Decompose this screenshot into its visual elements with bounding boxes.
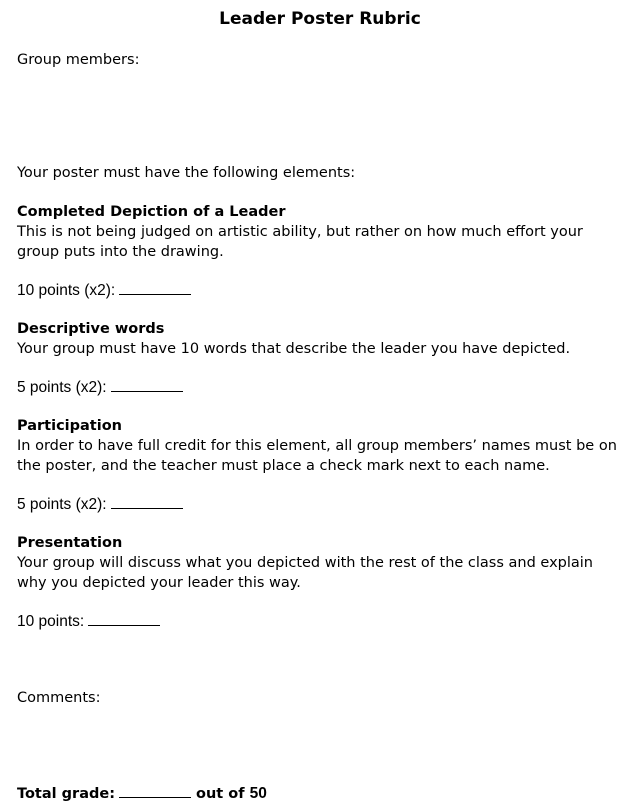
score-blank-participation bbox=[111, 494, 183, 509]
total-grade-line bbox=[17, 783, 267, 804]
points-line-descriptive-words bbox=[17, 377, 183, 398]
section-heading-descriptive-words: Descriptive words bbox=[17, 321, 165, 337]
total-max-points: 50 bbox=[249, 785, 267, 802]
points-label-participation: 5 points (x2): bbox=[17, 496, 107, 513]
points-line-presentation bbox=[17, 611, 160, 632]
score-blank-presentation bbox=[88, 611, 160, 626]
section-description-depiction: This is not being judged on artistic ability, but rather on how much effort your group puts into the drawing. bbox=[17, 224, 583, 260]
intro-text: Your poster must have the following elements: bbox=[17, 165, 356, 181]
comments-label: Comments: bbox=[17, 690, 101, 706]
points-label-presentation: 10 points: bbox=[17, 613, 85, 630]
points-line-depiction bbox=[17, 280, 191, 301]
total-grade-label: Total grade: bbox=[17, 786, 115, 802]
score-blank-descriptive-words bbox=[111, 377, 183, 392]
section-heading-depiction: Completed Depiction of a Leader bbox=[17, 204, 286, 220]
section-heading-participation: Participation bbox=[17, 418, 122, 434]
group-members-label: Group members: bbox=[17, 52, 140, 68]
section-description-participation: In order to have full credit for this element, all group members’ names must be on the poster, and the teacher must place a check mark next to each name. bbox=[17, 438, 617, 474]
total-out-of-label: out of bbox=[196, 786, 245, 802]
page-title: Leader Poster Rubric bbox=[219, 9, 421, 29]
total-grade-blank bbox=[119, 783, 191, 798]
points-line-participation bbox=[17, 494, 183, 515]
points-label-descriptive-words: 5 points (x2): bbox=[17, 379, 107, 396]
section-description-presentation: Your group will discuss what you depicted with the rest of the class and explain why you depicted your leader this way. bbox=[17, 555, 593, 591]
points-label-depiction: 10 points (x2): bbox=[17, 282, 116, 299]
score-blank-depiction bbox=[119, 280, 191, 295]
section-description-descriptive-words: Your group must have 10 words that describe the leader you have depicted. bbox=[17, 341, 571, 357]
section-heading-presentation: Presentation bbox=[17, 535, 123, 551]
